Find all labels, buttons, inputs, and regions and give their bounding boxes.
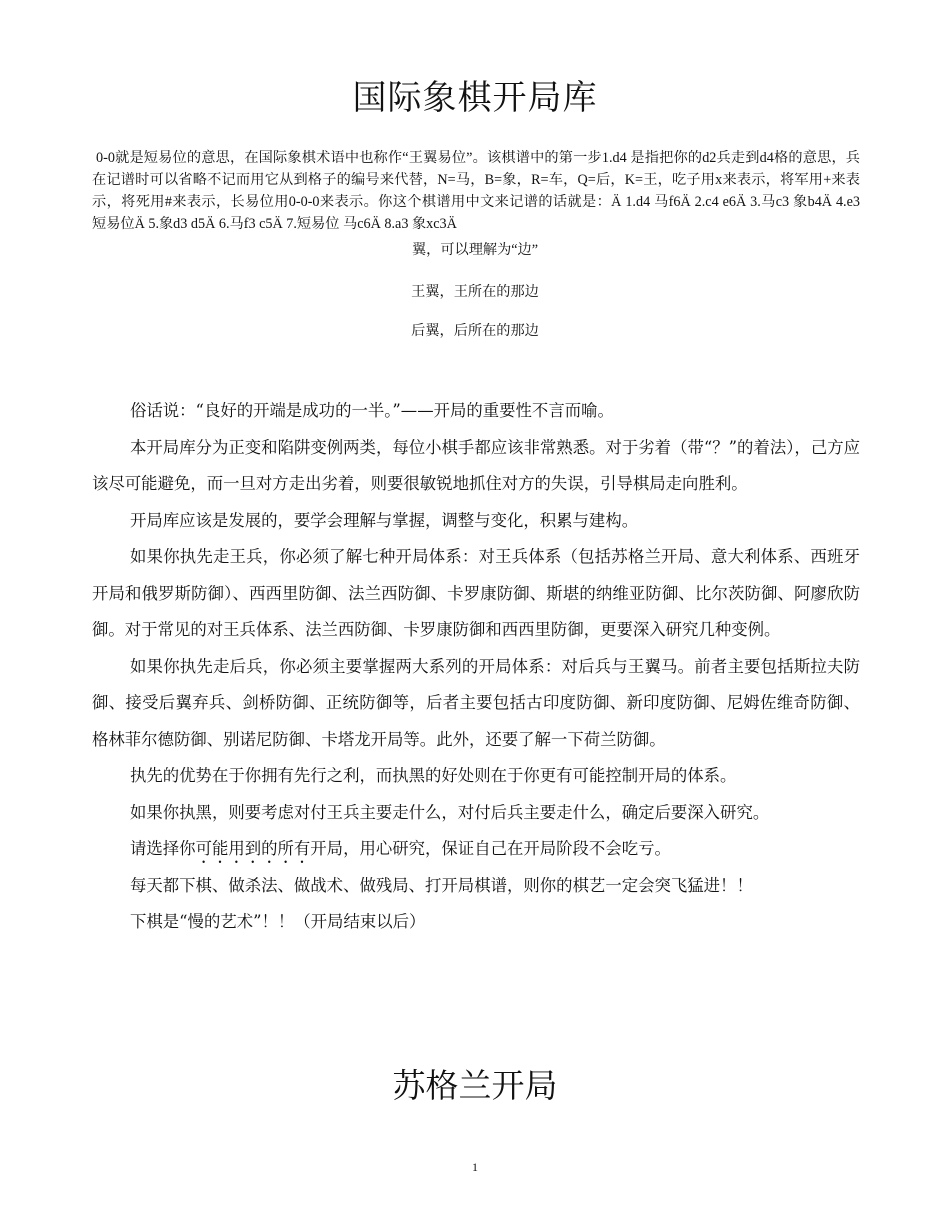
page-number: 1 xyxy=(472,1160,478,1174)
paragraph-library-intro: 本开局库分为正变和陷阱变例两类，每位小棋手都应该非常熟悉。对于劣着（带“？”的着法），己方应该尽可能避免，而一旦对方走出劣着，则要很敏锐地抓住对方的失误，引导棋局走向胜利。 xyxy=(92,437,860,493)
paragraph-king-pawn: 如果你执先走王兵，你必须了解七种开局体系：对王兵体系（包括苏格兰开局、意大利体系、西班牙开局和俄罗斯防御）、西西里防御、法兰西防御、卡罗康防御、斯堪的纳维亚防御、比尔茨防御、阿廖欣防御。对于常见的对王兵体系、法兰西防御、卡罗康防御和西西里防御，更要深入研究几种变例。 xyxy=(92,547,860,639)
paragraph-development: 开局库应该是发展的，要学会理解与掌握，调整与变化，积累与建构。 xyxy=(130,510,639,530)
intro-paragraph: 0-0就是短易位的意思，在国际象棋术语中也称作“王翼易位”。该棋谱中的第一步1.d4 是指把你的d2兵走到d4格的意思，兵在记谱时可以省略不记而用它从到格子的编号来代替，N=马，B=象，R=车，Q=后，K=王，吃子用x来表示，将军用+来表示，将死用#来表示，长易位用0-0-0来表示。你这个棋谱用中文来记谱的话就是：Ä 1.d4 马f6Ä 2.c4 e6Ä 3.马c3 象b4Ä 4.e3 短易位Ä 5.象d3 d5Ä 6.马f3 c5Ä 7.短易位 马c6Ä 8.a3 象xc3Ä xyxy=(92,150,860,232)
note-wing: 翼，可以理解为“边” xyxy=(411,242,539,258)
paragraph-queen-pawn: 如果你执先走后兵，你必须主要掌握两大系列的开局体系：对后兵与王翼马。前者主要包括斯拉夫防御、接受后翼弃兵、剑桥防御、正统防御等，后者主要包括古印度防御、新印度防御、尼姆佐维奇防御、格林菲尔德防御、别诺尼防御、卡塔龙开局等。此外，还要了解一下荷兰防御。 xyxy=(92,656,860,749)
emphasis-before: 请选择你 xyxy=(130,839,196,858)
note-king-wing: 王翼，王所在的那边 xyxy=(411,284,539,300)
paragraph-choose xyxy=(92,831,860,868)
document-title: 国际象棋开局库 xyxy=(352,78,598,118)
emphasis-dotted: 可能用到的所有 xyxy=(195,839,311,858)
paragraph-black-plan: 如果你执黑，则要考虑对付王兵主要走什么，对付后兵主要走什么，确定后要深入研究。 xyxy=(130,802,770,822)
emphasis-after: 开局，用心研究，保证自己在开局阶段不会吃亏。 xyxy=(310,839,671,858)
note-queen-wing: 后翼，后所在的那边 xyxy=(411,323,539,339)
paragraph-white-black: 执先的优势在于你拥有先行之利，而执黑的好处则在于你更有可能控制开局的体系。 xyxy=(130,766,737,785)
paragraph-slow-art: 下棋是“慢的艺术”！！（开局结束以后） xyxy=(130,912,426,931)
main-text xyxy=(92,393,860,941)
paragraph-proverb: 俗话说：“良好的开端是成功的一半。”——开局的重要性不言而喻。 xyxy=(130,401,614,420)
section-title: 苏格兰开局 xyxy=(392,1066,558,1105)
paragraph-daily-practice: 每天都下棋、做杀法、做战术、做残局、打开局棋谱，则你的棋艺一定会突飞猛进！！ xyxy=(130,875,753,895)
